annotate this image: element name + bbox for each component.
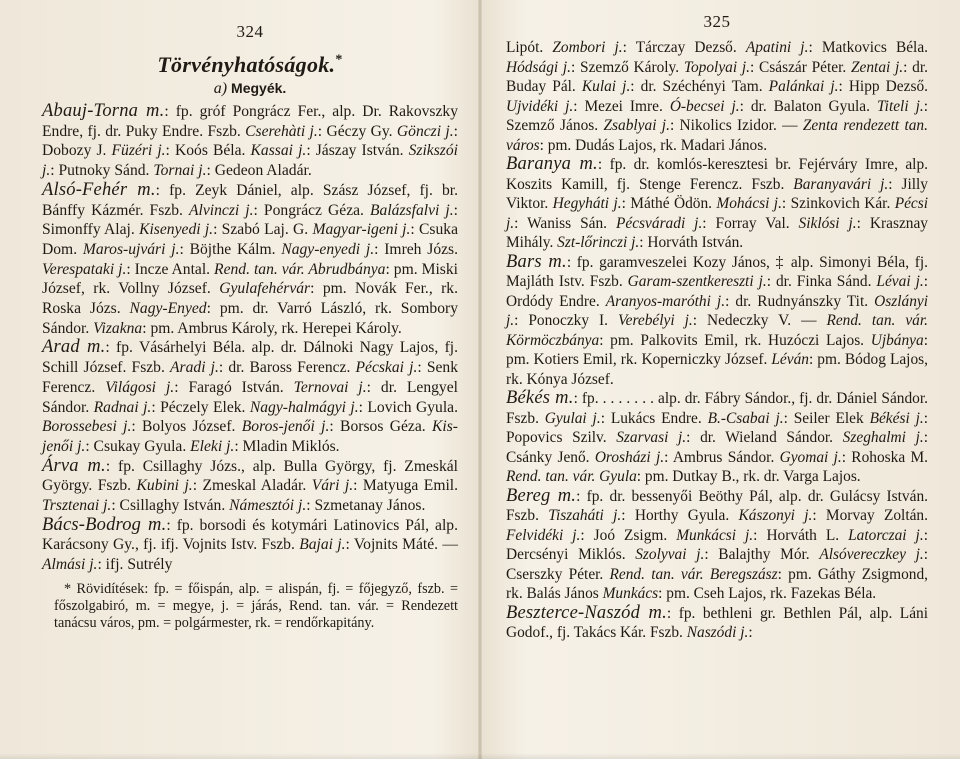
section-title <box>42 80 458 98</box>
district-name: Zsablyai j. <box>603 117 670 134</box>
entry-text: : Vojnits Máté. — <box>345 536 458 554</box>
district-name: Ó-becsei j. <box>669 97 740 115</box>
entry-text: : Bolyos József. <box>131 418 242 436</box>
entry-text: : Incze Antal. <box>126 260 215 278</box>
district-name: Kis-jenői j. <box>42 418 458 455</box>
entry-text: : Rohoska M. <box>841 448 928 466</box>
district-name: Hegyháti j. <box>552 195 622 212</box>
county-name: Alsó-Fehér m. <box>42 179 156 200</box>
district-name: Léván <box>771 351 809 368</box>
entry-text: : Putnoky Sánd. <box>50 162 154 180</box>
district-name: Borossebesi j. <box>42 418 132 436</box>
district-name: B.-Csabai j. <box>707 409 784 427</box>
entry-text: : dr. Buday Pál. <box>506 58 929 95</box>
district-name: Aranyos-maróthi j. <box>605 292 726 310</box>
district-name: Magyar-igeni j. <box>312 221 411 239</box>
entry-text: : fp. garamveszelei Kozy János, ‡ alp. Simonyi Béla, fj. Majláth Istv. Fszb. <box>506 253 928 290</box>
district-name: Apatini j. <box>745 39 809 56</box>
district-name: Gyulafehérvár <box>219 280 311 298</box>
entry-text: : Gedeon Aladár. <box>206 162 312 180</box>
entry-text: : pm. Kotiers Emil, rk. Koperniczky József. <box>506 331 928 368</box>
entry-text: : Matkovics Béla. <box>808 39 928 56</box>
entry-text: : Krasznay Mihály. <box>506 214 928 251</box>
entry-text: : dr. Balaton Gyula. <box>739 97 877 115</box>
page-number-right: 325 <box>703 12 731 31</box>
entry-text: : Böjthe Kálm. <box>179 240 282 258</box>
entry-text: Lipót. <box>506 39 553 56</box>
entry-text: : Senk Ferencz. <box>42 359 459 396</box>
entry-text: : Forray Val. <box>702 214 799 232</box>
district-name: Rend. tan. vár. Beregszász <box>609 565 778 583</box>
entry-text: : Jilly Viktor. <box>506 175 928 212</box>
entry-text: : Szemző János. <box>506 97 928 134</box>
entry-paragraph <box>42 102 458 181</box>
county-name: Bács-Bodrog m. <box>42 514 167 535</box>
footnote: * Rövidítések: fp. = főispán, alp. = alispán, fj. = főjegyző, fszb. = főszolgabiró, m. = megye, j. = járás, Rend. tan. vár. = Rendezett tanácsu város, pm. = polgármester, rk. = rendőrkapitány. <box>54 580 458 631</box>
entry-text: : Jászay István. <box>306 142 409 160</box>
entry-text: : pm. Miski József, rk. Vollny József. <box>42 260 458 298</box>
district-name: Kassai j. <box>250 142 307 160</box>
entry-text: : Faragó István. <box>174 378 294 396</box>
entry-text: : pm. Dutkay B., rk. dr. Varga Lajos. <box>636 468 861 485</box>
district-name: Zentai j. <box>850 58 904 76</box>
entry-paragraph <box>42 516 458 575</box>
entry-text: : pm. Dudás Lajos, rk. Madari János. <box>539 136 768 154</box>
county-name: Békés m. <box>506 388 574 408</box>
district-name: Trsztenai j. <box>42 497 112 515</box>
county-name: Beszterce-Naszód m. <box>506 602 667 623</box>
district-name: Naszódi j. <box>686 624 749 641</box>
entry-text: : Szmetanay János. <box>306 497 426 515</box>
entry-paragraph <box>506 487 928 604</box>
district-name: Latorczai j. <box>848 526 924 544</box>
entry-paragraph <box>506 389 928 487</box>
district-name: Zenta rendezett tan. város <box>506 117 928 154</box>
district-name: Gyulai j. <box>544 409 601 427</box>
district-name: Baranyavári j. <box>793 175 889 193</box>
entry-text: : Csánky Jenő. <box>506 429 928 466</box>
entry-text: : Ordódy Endre. <box>506 273 928 310</box>
right-page <box>480 0 960 759</box>
entry-text: : fp. Zeyk Dániel, alp. Szász József, fj. br. Bánffy Kázmér. Fszb. <box>42 181 459 219</box>
district-name: Munkácsi j. <box>676 526 754 544</box>
entry-text: : pm. Palkovits Emil, rk. Huzóczi Lajos. <box>599 331 871 349</box>
entry-text: : Csillaghy István. <box>111 497 230 515</box>
entry-text: : ifj. Sutrély <box>97 556 173 574</box>
district-name: Maros-ujvári j. <box>82 240 180 258</box>
entry-text: : fp. bethleni gr. Bethlen Pál, alp. Láni Godof., fj. Takács Kár. Fszb. <box>506 604 928 641</box>
district-name: Almási j. <box>42 556 98 574</box>
entry-text: : Zmeskal Aladár. <box>192 477 312 495</box>
entry-text: : Máthé Ödön. <box>621 195 717 212</box>
entry-text: : pm. Novák Fer., rk. Roska Józs. <box>42 280 458 318</box>
entry-text: : Cserszky Péter. <box>506 546 929 583</box>
district-name: Bajai j. <box>299 536 346 554</box>
footnote-mark: * <box>335 52 343 68</box>
entry-text: : Lukács Endre. <box>600 409 708 427</box>
section-word: Megyék. <box>231 80 287 96</box>
entry-text: : Horthy Gyula. <box>621 507 739 524</box>
entry-paragraph <box>42 181 458 339</box>
district-name: Ternovai j. <box>293 378 367 396</box>
section-label: a) <box>213 80 228 97</box>
district-name: Pécsi j. <box>506 195 929 232</box>
entry-text: : <box>748 624 753 641</box>
entry-text: : fp. dr. bessenyői Beöthy Pál, alp. dr. Gulácsy István. Fszb. <box>506 487 928 524</box>
district-name: Békési j. <box>869 409 924 427</box>
district-name: Szolyvai j. <box>635 546 705 563</box>
entry-text: : Hipp Dezső. <box>838 78 928 95</box>
county-name: Árva m. <box>42 455 106 476</box>
entry-text: : Mladin Miklós. <box>234 437 340 455</box>
entry-text: : dr. Rudnyánszky Tit. <box>725 292 875 310</box>
entry-text: : Géczy Gy. <box>317 122 397 140</box>
district-name: Cserehàti j. <box>245 122 318 140</box>
entry-text: : fp. Csillaghy Józs., alp. Bulla György, fj. Zmeskál György. Fszb. <box>42 457 458 495</box>
district-name: Tornai j. <box>153 162 207 180</box>
district-name: Lévai j. <box>876 273 924 290</box>
district-name: Rend. tan. vár. Abrudbánya <box>214 260 386 278</box>
entry-text: : Mezei Imre. <box>573 97 670 115</box>
entry-paragraph <box>42 457 458 516</box>
entry-text: : Pongrácz Géza. <box>253 201 371 219</box>
district-name: Kászonyi j. <box>738 507 813 524</box>
page-number-left: 324 <box>236 22 264 41</box>
district-name: Garam-szentkereszti j. <box>627 273 767 290</box>
entry-text: : Szabó Laj. G. <box>213 221 313 239</box>
district-name: Vári j. <box>311 477 354 495</box>
county-name: Abauj-Torna m. <box>42 101 165 121</box>
entry-text: : Császár Péter. <box>750 58 851 76</box>
entry-text: : fp. Vásárhelyi Béla. alp. dr. Dálnoki Nagy Lajos, fj. Schill József. Fszb. <box>42 339 458 377</box>
district-name: Mohácsi j. <box>716 195 782 212</box>
entry-paragraph <box>506 253 928 390</box>
entry-text: : Nedeczky V. — <box>692 312 827 329</box>
entry-text: : dr. Lengyel Sándor. <box>42 378 458 416</box>
county-name: Bars m. <box>506 251 567 272</box>
district-name: Verespataki j. <box>42 260 127 278</box>
district-name: Nagy-halmágyi j. <box>249 398 359 416</box>
entry-text: : Ambrus Sándor. <box>664 448 780 466</box>
entry-text: : Csuka Dom. <box>42 221 459 258</box>
district-name: Rend. tan. vár. Gyula <box>506 468 637 485</box>
entry-text: : fp. dr. komlós-keresztesi br. Fejérváry Imre, alp. Koszits Kamill, fj. Stenge Ferencz. Fszb. <box>506 156 928 193</box>
entry-text: : fp. borsodi és kotymári Latinovics Pál, alp. Karácsony Gy., fj. ifj. Vojnits Istv. Fszb. <box>42 516 458 554</box>
district-name: Námesztói j. <box>229 497 307 515</box>
chapter-title <box>42 52 458 78</box>
entry-text: : Balajthy Mór. <box>704 546 820 563</box>
district-name: Ujbánya <box>870 331 924 349</box>
district-name: Kubini j. <box>136 477 193 495</box>
district-name: Munkács <box>602 585 659 602</box>
entry-text: : Dobozy J. <box>42 122 458 160</box>
district-name: Alsóvereczkey j. <box>819 546 924 563</box>
entry-text: : Dercsényi Miklós. <box>506 526 928 563</box>
district-name: Vizakna <box>93 319 143 337</box>
district-name: Nagy-enyedi j. <box>281 240 375 258</box>
entry-paragraph <box>506 604 928 643</box>
district-name: Szarvasi j. <box>616 429 687 446</box>
entry-text: : Horváth István. <box>639 234 744 251</box>
district-name: Siklósi j. <box>798 214 857 232</box>
district-name: Orosházi j. <box>594 448 665 466</box>
district-name: Balázsfalvi j. <box>370 201 454 219</box>
entry-text: : Imreh Józs. <box>374 240 459 258</box>
entry-text: : fp. gróf Pongrácz Fer., alp. Dr. Rakovszky Endre, fj. dr. Puky Endre. Fszb. <box>42 103 459 140</box>
county-name: Baranya m. <box>506 154 598 174</box>
entry-text: : Nikolics Izidor. — <box>669 117 803 134</box>
district-name: Eleki j. <box>190 437 235 455</box>
district-name: Gyomai j. <box>779 448 842 466</box>
district-name: Hódsági j. <box>506 58 572 76</box>
district-name: Füzéri j. <box>111 142 166 160</box>
district-name: Rend. tan. vár. Körmöczbánya <box>506 312 928 349</box>
entry-text: : Joó Zsigm. <box>580 526 677 544</box>
district-name: Palánkai j. <box>768 78 839 95</box>
entry-text: : dr. Baross Ferencz. <box>218 359 356 377</box>
entry-text: : Tárczay Dezső. <box>622 39 746 56</box>
district-name: Nagy-Enyed <box>129 300 207 318</box>
entry-text: : Szemző Károly. <box>571 58 684 76</box>
district-name: Szt-lőrinczi j. <box>557 234 640 251</box>
page-bottom-shadow <box>0 753 960 759</box>
district-name: Titeli j. <box>876 97 924 115</box>
district-name: Radnai j. <box>93 398 152 416</box>
district-name: Boros-jenői j. <box>241 418 330 436</box>
district-name: Szeghalmi j. <box>842 429 924 446</box>
district-name: Oszlányi j. <box>506 292 928 329</box>
entry-text: : Borsos Géza. <box>329 418 432 436</box>
district-name: Alvinczi j. <box>188 201 254 219</box>
district-name: Kulai j. <box>581 78 631 95</box>
entry-text: : dr. Wieland Sándor. <box>686 429 843 446</box>
county-name: Arad m. <box>42 337 106 358</box>
entry-text: : Morvay Zoltán. <box>812 507 928 524</box>
district-name: Pécskai j. <box>355 359 418 377</box>
chapter-title-text: Törvényhatóságok. <box>157 52 336 77</box>
entry-text: : Seiler Elek <box>783 409 870 427</box>
entry-text: : Popovics Szilv. <box>506 409 929 446</box>
entry-paragraph <box>42 338 458 456</box>
entry-text: : pm. dr. Varró László, rk. Sombory Sándor. <box>42 300 458 337</box>
entry-text: : Szinkovich Kár. <box>781 195 895 212</box>
entry-text: : pm. Cseh Lajos, rk. Fazekas Béla. <box>658 585 877 602</box>
district-name: Felvidéki j. <box>506 526 581 544</box>
district-name: Verebélyi j. <box>617 312 693 329</box>
entry-text: : dr. Finka Sánd. <box>766 273 877 290</box>
entry-text: : pm. Gáthy Zsigmond, rk. Balás János <box>506 565 928 602</box>
county-name: Bereg m. <box>506 485 577 506</box>
district-name: Kisenyedi j. <box>139 221 214 239</box>
entry-text: : Waniss Sán. <box>514 214 616 232</box>
entry-text: : dr. Széchényi Tam. <box>630 78 769 95</box>
entry-text: : Péczely Elek. <box>151 398 250 416</box>
district-name: Ujvidéki j. <box>506 97 574 115</box>
entry-paragraph <box>506 38 928 155</box>
entry-text: : Lovich Gyula. <box>358 398 458 416</box>
entry-paragraph <box>506 155 928 253</box>
entry-text: : Simonffy Alaj. <box>42 201 458 239</box>
left-body-text <box>42 102 458 575</box>
entry-text: : pm. Bódog Lajos, rk. Kónya József. <box>506 351 928 388</box>
district-name: Pécsváradi j. <box>615 214 703 232</box>
district-name: Szikszói j. <box>42 142 458 180</box>
entry-text: : Horváth L. <box>753 526 849 544</box>
right-body-text <box>506 38 928 643</box>
entry-text: : Csukay Gyula. <box>85 437 191 455</box>
entry-text: : fp. . . . . . . . alp. dr. Fábry Sándor., fj. dr. Dániel Sándor. Fszb. <box>506 390 928 427</box>
entry-text: : Matyuga Emil. <box>353 477 459 495</box>
entry-text: : pm. Ambrus Károly, rk. Herepei Károly. <box>142 319 402 337</box>
district-name: Zombori j. <box>552 39 623 56</box>
district-name: Tiszaháti j. <box>548 507 622 524</box>
entry-text: : Ponoczky I. <box>514 312 618 329</box>
entry-text: : Koós Béla. <box>165 142 251 160</box>
district-name: Topolyai j. <box>683 58 750 76</box>
district-name: Gönczi j. <box>396 122 454 140</box>
district-name: Világosi j. <box>105 378 175 396</box>
district-name: Aradi j. <box>170 359 219 377</box>
